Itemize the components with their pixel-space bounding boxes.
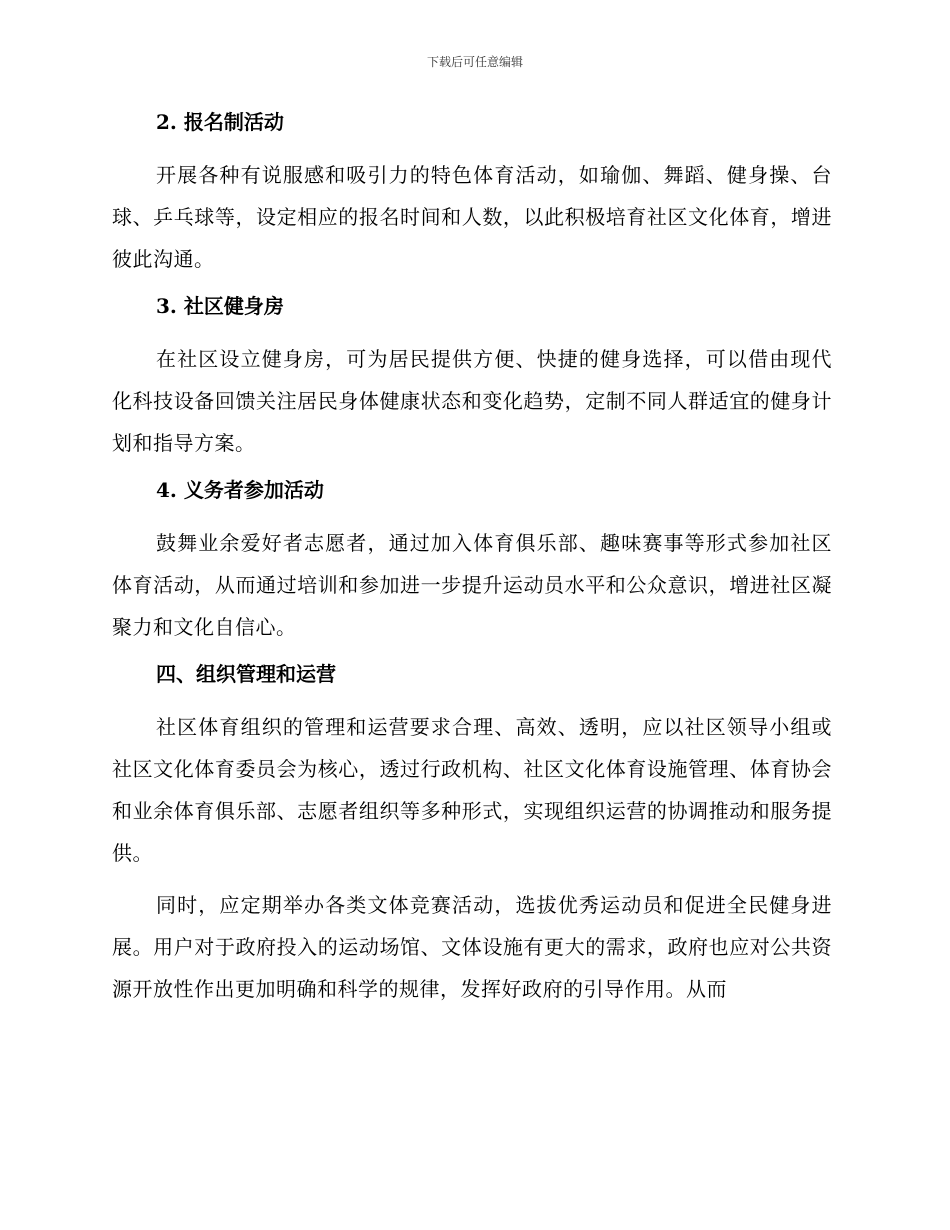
section-heading-community-gym: 3. 社区健身房 <box>156 294 284 318</box>
section-paragraph-signup-activities: 开展各种有说服感和吸引力的特色体育活动，如瑜伽、舞蹈、健身操、台球、乒乓球等，设定相应的报名时间和人数，以此积极培育社区文化体育，增进彼此沟通。 <box>112 163 832 271</box>
header-note: 下载后可任意编辑 <box>426 55 523 69</box>
section-paragraph-organization-management: 社区体育组织的管理和运营要求合理、高效、透明，应以社区领导小组或社区文化体育委员会为核心，透过行政机构、社区文化体育设施管理、体育协会和业余体育俱乐部、志愿者组织等多种形式，实现组织运营的协调推动和服务提供。 <box>112 715 832 865</box>
section-heading-signup-activities: 2. 报名制活动 <box>156 110 284 134</box>
section-heading-volunteer-activities: 4. 义务者参加活动 <box>156 478 324 502</box>
section-paragraph-volunteer-activities: 鼓舞业余爱好者志愿者，通过加入体育俱乐部、趣味赛事等形式参加社区体育活动，从而通过培训和参加进一步提升运动员水平和公众意识，增进社区凝聚力和文化自信心。 <box>112 531 832 639</box>
final-paragraph: 同时，应定期举办各类文体竞赛活动，选拔优秀运动员和促进全民健身进展。用户对于政府投入的运动场馆、文体设施有更大的需求，政府也应对公共资源开放性作出更加明确和科学的规律，发挥好政府的引导作用。从而 <box>112 893 832 1001</box>
document-body <box>112 106 832 1010</box>
section-heading-organization-management: 四、组织管理和运营 <box>156 662 336 686</box>
section-paragraph-community-gym: 在社区设立健身房，可为居民提供方便、快捷的健身选择，可以借由现代化科技设备回馈关注居民身体健康状态和变化趋势，定制不同人群适宜的健身计划和指导方案。 <box>112 347 832 455</box>
